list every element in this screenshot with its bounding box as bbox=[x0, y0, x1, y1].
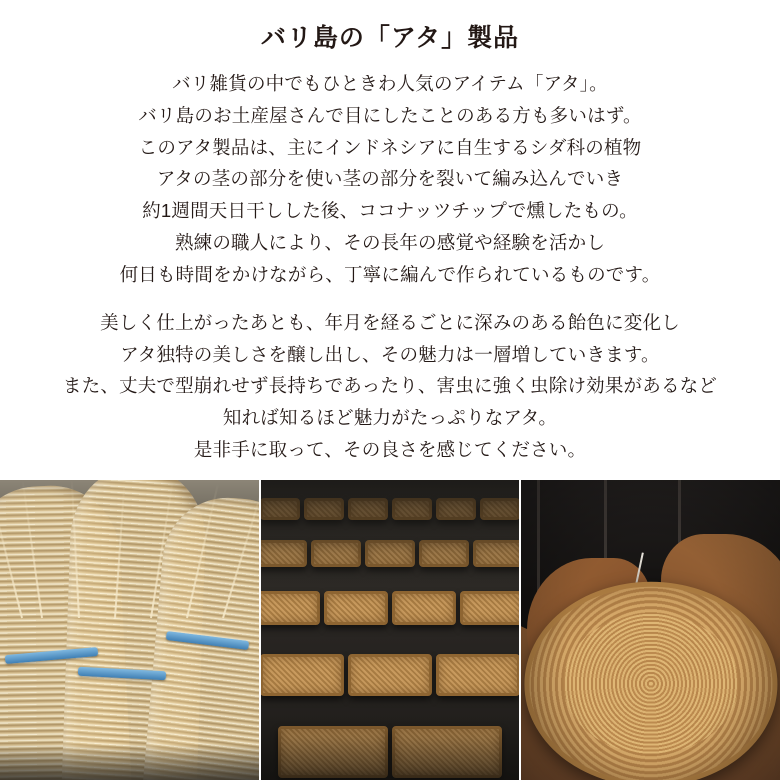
drying-woven-trays-photo bbox=[261, 480, 520, 780]
woven-tray bbox=[261, 591, 320, 625]
page-title: バリ島の「アタ」製品 bbox=[260, 24, 520, 52]
paragraph-line: 約1週間天日干しした後、ココナッツチップで燻したもの。 bbox=[142, 200, 638, 222]
top-shadow bbox=[261, 480, 520, 588]
artisan-weaving-plate-photo bbox=[521, 480, 780, 780]
woven-tray bbox=[460, 591, 519, 625]
paragraph-line: アタ独特の美しさを醸し出し、その魅力は一層増していきます。 bbox=[120, 343, 660, 365]
paragraph-line: 知れば知るほど魅力がたっぷりなアタ。 bbox=[222, 407, 558, 429]
paragraph-line: アタの茎の部分を使い茎の部分を裂いて編み込んでいき bbox=[156, 168, 624, 190]
tray-row bbox=[261, 654, 520, 696]
paragraph-line: このアタ製品は、主にインドネシアに自生するシダ科の植物 bbox=[138, 136, 642, 158]
paragraph-1 bbox=[10, 68, 770, 291]
paragraph-line: バリ雑貨の中でもひときわ人気のアイテム「アタ」。 bbox=[172, 73, 608, 94]
paragraph-line: 美しく仕上がったあとも、年月を経るごとに深みのある飴色に変化し bbox=[100, 311, 680, 333]
photo-gallery bbox=[0, 480, 780, 780]
woven-tray bbox=[392, 591, 456, 625]
ground-shadow bbox=[0, 744, 259, 780]
paragraph-line: 何日も時間をかけながら、丁寧に編んで作られているものです。 bbox=[119, 263, 661, 285]
bottom-shadow bbox=[261, 714, 520, 780]
paragraph-2 bbox=[10, 307, 770, 466]
tray-row bbox=[261, 591, 520, 625]
woven-tray bbox=[348, 654, 432, 696]
paragraph-line: 是非手に取って、その良さを感じてください。 bbox=[193, 438, 587, 460]
ata-stem-bundles-photo bbox=[0, 480, 259, 780]
photo-vignette bbox=[521, 480, 780, 780]
woven-tray bbox=[436, 654, 519, 696]
woven-tray bbox=[261, 654, 344, 696]
paragraph-line: また、丈夫で型崩れせず長持ちであったり、害虫に強く虫除け効果があるなど bbox=[62, 375, 718, 397]
paragraph-line: 熟練の職人により、その長年の感覚や経験を活かし bbox=[174, 232, 606, 254]
paragraph-line: バリ島のお土産屋さんで目にしたことのある方も多いはず。 bbox=[138, 104, 642, 126]
woven-tray bbox=[324, 591, 388, 625]
